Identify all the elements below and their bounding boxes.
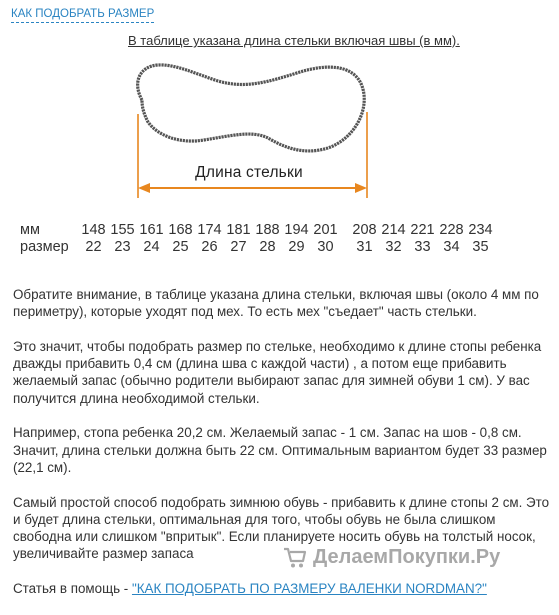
arrow-head-left bbox=[138, 183, 150, 193]
insole-length-label: Длина стельки bbox=[195, 164, 303, 181]
mm-cell: 208 bbox=[352, 222, 377, 238]
footer-prefix: Статья в помощь - bbox=[13, 581, 132, 597]
mm-cell: 155 bbox=[110, 222, 135, 238]
mm-cell: 188 bbox=[255, 222, 280, 238]
table-caption: В таблице указана длина стельки включая швы (в мм). bbox=[128, 33, 460, 48]
size-cell: 29 bbox=[288, 239, 305, 255]
how-to-choose-size-link[interactable]: КАК ПОДОБРАТЬ РАЗМЕР bbox=[11, 7, 154, 23]
insole-outline bbox=[138, 65, 365, 151]
related-article-link[interactable]: "КАК ПОДОБРАТЬ ПО РАЗМЕРУ ВАЛЕНКИ NORDMAN?" bbox=[131, 581, 487, 597]
size-cell: 34 bbox=[443, 239, 460, 255]
size-row-label: размер bbox=[20, 239, 69, 255]
mm-cell: 221 bbox=[410, 222, 435, 238]
size-cell: 25 bbox=[172, 239, 189, 255]
size-cell: 31 bbox=[356, 239, 373, 255]
arrow-head-right bbox=[355, 183, 367, 193]
mm-cell: 148 bbox=[81, 222, 106, 238]
mm-cell: 168 bbox=[168, 222, 193, 238]
paragraph: Обратите внимание, в таблице указана длина стельки, включая швы (около 4 мм по периметру), которые уходят под мех. То есть мех "съедает" часть стельки. bbox=[13, 287, 539, 320]
mm-cell: 214 bbox=[381, 222, 406, 238]
size-cell: 35 bbox=[472, 239, 489, 255]
size-cell: 27 bbox=[230, 239, 247, 255]
size-cell: 33 bbox=[414, 239, 431, 255]
mm-cell: 174 bbox=[197, 222, 222, 238]
mm-cell: 181 bbox=[226, 222, 251, 238]
size-cell: 26 bbox=[201, 239, 218, 255]
size-cell: 32 bbox=[385, 239, 402, 255]
size-row bbox=[14, 239, 495, 256]
size-cell: 23 bbox=[114, 239, 131, 255]
size-table bbox=[14, 222, 495, 256]
paragraph: Например, стопа ребенка 20,2 см. Желаемый запас - 1 см. Запас на шов - 0,8 см. Значит, длина стельки должна быть 22 см. Оптимальным вариантом будет 33 размер (22,1 см). bbox=[13, 425, 547, 475]
mm-row-label: мм bbox=[20, 222, 40, 238]
mm-cell: 228 bbox=[439, 222, 464, 238]
mm-cell: 234 bbox=[468, 222, 493, 238]
size-cell: 28 bbox=[259, 239, 276, 255]
shopping-cart-icon bbox=[283, 547, 307, 569]
paragraph: Самый простой способ подобрать зимнюю обувь - прибавить к длине стопы 2 см. Это и будет длина стельки, оптимальная для того, чтобы обувь не была слишком свободна или слишком "впритык". Если планируете носить обувь на толстый носок, увеличивайте размер запаса bbox=[13, 494, 550, 562]
footer-line bbox=[13, 580, 553, 597]
mm-cell: 194 bbox=[284, 222, 309, 238]
size-cell: 30 bbox=[317, 239, 334, 255]
paragraph: Это значит, чтобы подобрать размер по стельке, необходимо к длине стопы ребенка дважды прибавить 0,4 см (длина шва с каждой части) , а потом еще прибавить желаемый запас (обычно родители выбирают запас для зимней обуви 1 см). У вас получится длина необходимой стельки. bbox=[13, 338, 542, 406]
site-watermark bbox=[283, 546, 500, 569]
mm-cell: 161 bbox=[139, 222, 164, 238]
mm-cell: 201 bbox=[313, 222, 338, 238]
mm-row bbox=[14, 222, 495, 239]
size-cell: 24 bbox=[143, 239, 160, 255]
watermark-text: ДелаемПокупки.Ру bbox=[313, 546, 501, 568]
insole-diagram bbox=[118, 52, 380, 200]
size-cell: 22 bbox=[85, 239, 102, 255]
